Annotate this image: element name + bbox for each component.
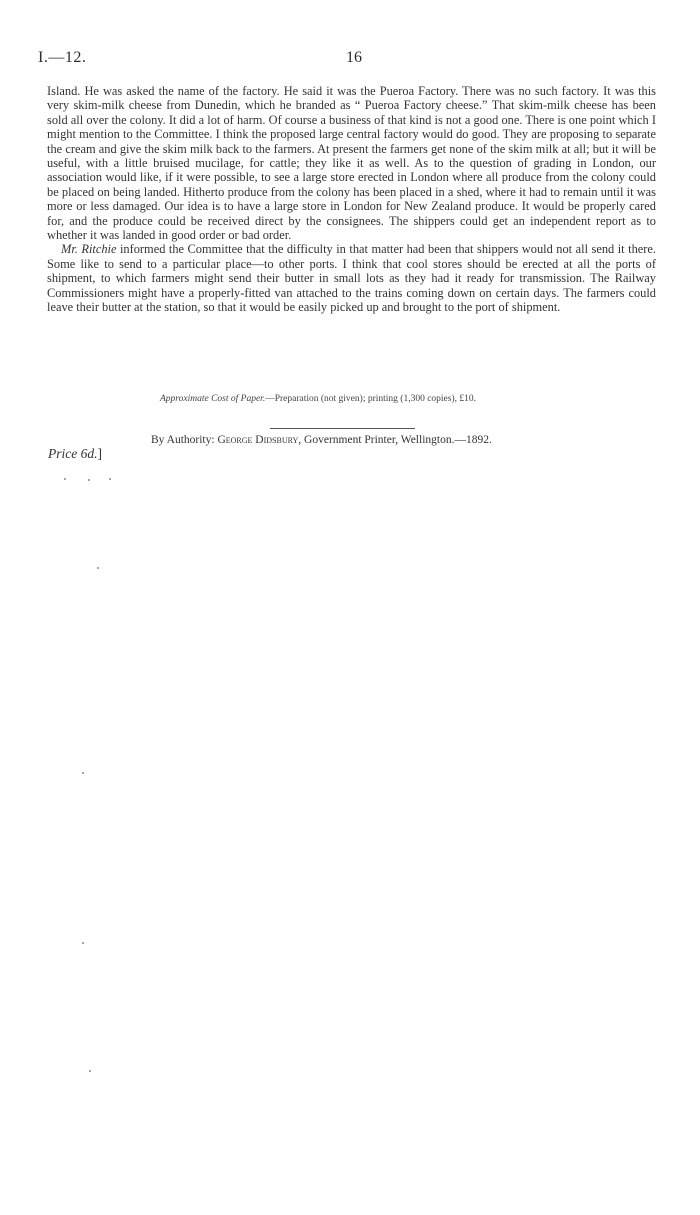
authority-prefix: By Authority:	[151, 434, 218, 446]
document-reference: I.—12.	[38, 49, 87, 66]
page-number: 16	[346, 49, 362, 66]
cost-of-paper	[160, 394, 476, 404]
cost-label: Approximate Cost of Paper.	[160, 394, 266, 404]
scan-speck	[82, 942, 84, 944]
price-label	[48, 446, 102, 462]
paragraph-ritchie	[47, 242, 656, 314]
cost-detail: —Preparation (not given); printing (1,300 copies), £10.	[265, 394, 477, 404]
price-text: Price 6d.	[48, 446, 98, 461]
paragraph-text: informed the Committee that the difficulty in that matter had been that shippers would not all send it there. Some like to send to a particular place—to other ports. I think that cool stores should be erected at all the ports of shipment, to which farmers might send their butter in small lots as they had it ready for transmission. The Railway Commissioners might have a properly-fitted van attached to the trains coming down on certain days. The farmers could leave their butter at the station, so that it would be easily picked up and brought to the port of shipment.	[47, 242, 656, 315]
speaker-name: Mr. Ritchie	[61, 242, 117, 257]
body-text	[47, 84, 656, 315]
scan-speck	[64, 478, 66, 480]
divider-rule	[270, 428, 415, 429]
scan-speck	[109, 478, 111, 480]
printer-name: George Didsbury	[217, 434, 299, 446]
scan-speck	[89, 1070, 91, 1072]
scan-speck	[82, 772, 84, 774]
price-bracket: ]	[97, 446, 102, 461]
authority-suffix: , Government Printer, Wellington.—1892.	[298, 434, 492, 446]
paragraph: Island. He was asked the name of the factory. He said it was the Pueroa Factory. There was no such factory. It was this very skim-milk cheese from Dunedin, which he branded as “ Pueroa Factory cheese.” That skim-milk cheese has been sold all over the colony. It did a lot of harm. Of course a business of that kind is not a good one. There is one point which I might mention to the Committee. I think the proposed large central factory would do good. They are proposing to separate the cream and give the skim milk back to the farmers. At present the farmers get none of the skim milk at all; but it will be useful, with a little bruised mucilage, for cattle; they like it as well. As to the question of grading in London, our association would like, if it were possible, to see a large store erected in London where all produce from the colony could be placed on being landed. Hitherto produce from the colony has been placed in a shed, where it had to remain until it was more or less damaged. Our idea is to have a large store in London for New Zealand produce. It would be properly cared for, and the produce could be received direct by the consignees. The shippers could get an independent report as to whether it was landed in good order or bad order.	[47, 84, 656, 243]
scan-speck	[88, 479, 90, 481]
scan-speck	[97, 567, 99, 569]
printer-authority	[151, 434, 492, 446]
